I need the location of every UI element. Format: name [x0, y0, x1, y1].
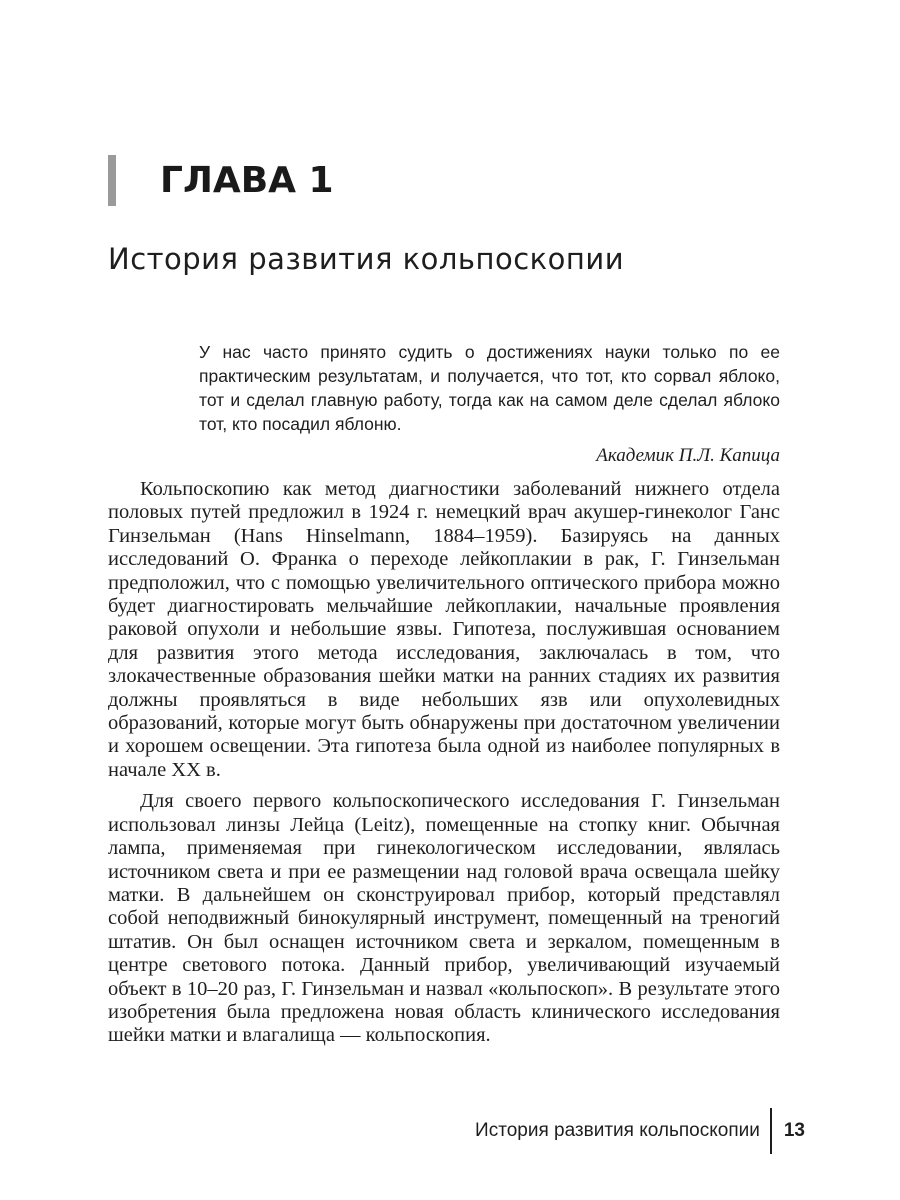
epigraph-author: Академик П.Л. Капица	[596, 445, 780, 466]
page-number: 13	[783, 1120, 805, 1141]
chapter-label: ГЛАВА 1	[160, 160, 334, 201]
chapter-accent-bar	[108, 155, 116, 206]
paragraph-1: Кольпоскопию как метод диагностики заболеваний нижнего отдела половых путей предложил в 1924 г. немецкий врач акушер-гинеколог Ганс Гинзельман (Hans Hinselmann, 1884–1959). Базируясь на данных исследований О. Франка о переходе лейкоплакии в рак, Г. Гинзельман предположил, что с помощью увеличительного оптического прибора можно будет диагностировать мельчайшие лейкоплакии, начальные проявления раковой опухоли и небольшие язвы. Гипотеза, послужившая основанием для развития этого метода исследования, заключалась в том, что злокачественные образования шейки матки на ранних стадиях их развития должны проявляться в виде небольших язв или опухолевидных образований, которые могут быть обнаружены при достаточном увеличении и хорошем освещении. Эта гипотеза была одной из наиболее популярных в начале XX в.	[108, 478, 780, 781]
epigraph-text: У нас часто принято судить о достижениях науки только по ее практическим результатам, и получается, что тот, кто сорвал яблоко, тот и сделал главную работу, тогда как на самом деле сделал яблоко тот, кто посадил яблоню.	[199, 342, 780, 434]
epigraph	[199, 340, 780, 468]
chapter-title: История развития кольпоскопии	[108, 242, 625, 276]
page-footer	[475, 1108, 805, 1154]
paragraph-2: Для своего первого кольпоскопического исследования Г. Гинзельман использовал линзы Лейца (Leitz), помещенные на стопку книг. Обычная лампа, применяемая при гинекологическом исследовании, являлась источником света и при ее размещении над головой врача освещала шейку матки. В дальнейшем он сконструировал прибор, который представлял собой неподвижный бинокулярный инструмент, помещенный на треногий штатив. Он был оснащен источником света и зеркалом, помещенным в центре светового потока. Данный прибор, увеличивающий изучаемый объект в 10–20 раз, Г. Гинзельман и назвал «кольпоскоп». В результате этого изобретения была предложена новая область клинического исследования шейки матки и влагалища — кольпоскопия.	[108, 790, 780, 1047]
body-text	[108, 478, 780, 1048]
running-title: История развития кольпоскопии	[475, 1120, 760, 1141]
